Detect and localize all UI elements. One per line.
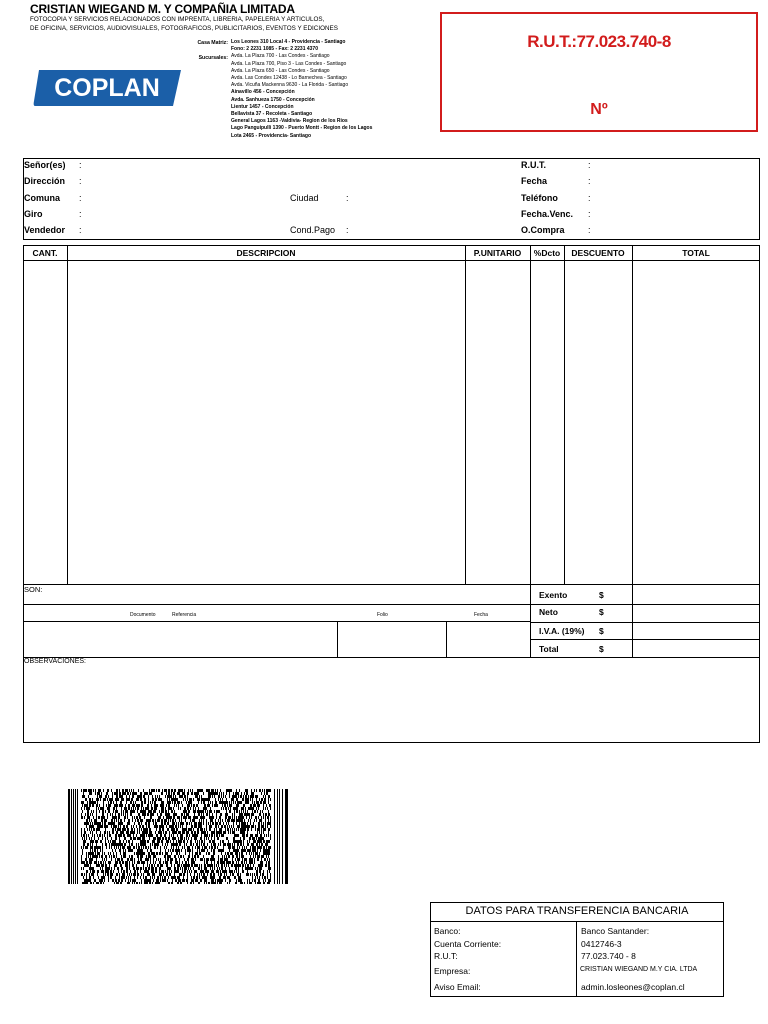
bank-row-value: 0412746-3 bbox=[581, 939, 622, 949]
totals-line bbox=[530, 639, 760, 640]
colon: : bbox=[588, 160, 591, 170]
son-line bbox=[23, 584, 760, 585]
colon: : bbox=[346, 193, 349, 203]
address-line: Avda. La Plaza 650 - Las Condes - Santiago bbox=[231, 67, 330, 74]
colon: : bbox=[588, 176, 591, 186]
col-divider bbox=[564, 245, 565, 584]
label-neto: Neto bbox=[539, 607, 558, 617]
observaciones-line bbox=[23, 657, 760, 658]
desc-line-1: FOTOCOPIA Y SERVICIOS RELACIONADOS CON IMPRENTA, LIBRERIA, PAPELERIA Y ARTICULOS, bbox=[30, 16, 325, 23]
address-line: General Lagos 1163 -Valdivia- Region de los Rios bbox=[231, 118, 348, 125]
label-iva: I.V.A. (19%) bbox=[539, 626, 585, 636]
label-cond-pago: Cond.Pago bbox=[290, 225, 336, 235]
coplan-logo bbox=[33, 68, 183, 108]
bank-header-line bbox=[430, 921, 724, 922]
col-divider bbox=[67, 245, 68, 584]
ref-divider bbox=[337, 621, 338, 657]
address-list bbox=[231, 39, 372, 140]
address-line: Avda. La Plaza 700, Piso 3 - Las Condes - Santiago bbox=[231, 60, 347, 67]
address-line: Avda. Las Condes 12438 - Lo Barnechea - Santiago bbox=[231, 75, 347, 82]
label-fecha-venc: Fecha.Venc. bbox=[521, 209, 574, 219]
col-divider bbox=[632, 245, 633, 657]
casa-matriz-label: Casa Matriz: bbox=[197, 40, 228, 46]
reference-header-line bbox=[23, 621, 530, 622]
label-vendedor: Vendedor bbox=[24, 225, 66, 235]
bank-row-label: Aviso Email: bbox=[434, 982, 481, 992]
header-punitario: P.UNITARIO bbox=[473, 248, 522, 258]
address-line: Ainavillo 456 - Concepción bbox=[231, 89, 295, 96]
logo-text: COPLAN bbox=[54, 74, 160, 102]
bank-divider bbox=[576, 921, 577, 997]
company-name: CRISTIAN WIEGAND M. Y COMPAÑIA LIMITADA bbox=[30, 2, 295, 16]
label-exento: Exento bbox=[539, 590, 568, 600]
rut-box bbox=[440, 12, 758, 132]
bank-title: DATOS PARA TRANSFERENCIA BANCARIA bbox=[465, 905, 689, 917]
label-referencia: Referencia bbox=[172, 612, 197, 618]
totals-line bbox=[23, 604, 760, 605]
label-observaciones: OBSERVACIONES: bbox=[24, 658, 86, 665]
bank-row-value: CRISTIAN WIEGAND M.Y CIA. LTDA bbox=[580, 966, 698, 973]
label-giro: Giro bbox=[24, 209, 43, 219]
address-line: Fono: 2 2231 1085 - Fax: 2 2231 4370 bbox=[231, 46, 318, 53]
company-description bbox=[30, 15, 390, 33]
colon: : bbox=[588, 225, 591, 235]
sucursales-label: Sucursales: bbox=[198, 55, 228, 61]
header-total: TOTAL bbox=[682, 248, 710, 258]
bank-row-value: admin.losleones@coplan.cl bbox=[581, 982, 685, 992]
colon: : bbox=[79, 193, 82, 203]
label-total: Total bbox=[539, 644, 559, 654]
bank-row-label: Cuenta Corriente: bbox=[434, 939, 502, 949]
colon: : bbox=[79, 160, 82, 170]
address-line: Los Leones 310 Local 4 - Providencia - Santiago bbox=[231, 39, 346, 45]
colon: : bbox=[79, 209, 82, 219]
address-line: Lientur 1457 - Concepción bbox=[231, 103, 294, 110]
address-line: Lota 2465 - Providencia- Santiago bbox=[231, 132, 312, 139]
address-line: Avda. Vicuña Mackenna 9630 - La Florida - Santiago bbox=[231, 82, 349, 89]
colon: : bbox=[346, 225, 349, 235]
header-descuento: DESCUENTO bbox=[571, 248, 625, 258]
label-o-compra: O.Compra bbox=[521, 225, 565, 235]
address-line: Bellavista 37 - Recoleta - Santiago bbox=[231, 111, 313, 118]
col-divider bbox=[530, 245, 531, 657]
col-divider bbox=[465, 245, 466, 584]
address-line: Avda. Sanhueza 1750 - Concepción bbox=[231, 96, 315, 103]
label-comuna: Comuna bbox=[24, 193, 60, 203]
bank-row-value: Banco Santander: bbox=[581, 926, 650, 936]
bank-row-label: Banco: bbox=[434, 926, 461, 936]
table-header-line bbox=[23, 260, 760, 261]
header-dcto: %Dcto bbox=[533, 248, 561, 258]
colon: : bbox=[588, 209, 591, 219]
address-line: Lago Panguipulli 1390 - Puerto Montt - Region de los Lagos bbox=[231, 125, 373, 132]
colon: : bbox=[79, 176, 82, 186]
label-direccion: Dirección bbox=[24, 176, 66, 186]
label-ciudad: Ciudad bbox=[290, 193, 319, 203]
label-fecha-ref: Fecha bbox=[474, 612, 488, 618]
document-number: Nº bbox=[590, 101, 608, 118]
currency-total: $ bbox=[599, 644, 604, 654]
bank-row-label: Empresa: bbox=[434, 966, 471, 976]
pdf417-barcode bbox=[68, 789, 288, 884]
colon: : bbox=[588, 193, 591, 203]
currency-iva: $ bbox=[599, 626, 604, 636]
label-telefono: Teléfono bbox=[521, 193, 558, 203]
bank-row-label: R.U.T: bbox=[434, 951, 458, 961]
header-cant: CANT. bbox=[32, 248, 58, 258]
client-info-box bbox=[23, 158, 760, 240]
totals-line bbox=[530, 622, 760, 623]
items-table bbox=[23, 245, 760, 743]
label-rut: R.U.T. bbox=[521, 160, 547, 170]
header-descripcion: DESCRIPCION bbox=[236, 248, 296, 258]
label-son: SON: bbox=[24, 585, 43, 594]
ref-divider bbox=[446, 621, 447, 657]
desc-line-2: DE OFICINA, SERVICIOS, AUDIOVISUALES, FOTOGRAFICOS, PUBLICITARIOS, EVENTOS Y EDICIONES bbox=[30, 25, 338, 32]
label-folio: Folio bbox=[377, 612, 388, 618]
label-senor: Señor(es) bbox=[24, 160, 66, 170]
currency-exento: $ bbox=[599, 590, 604, 600]
colon: : bbox=[79, 225, 82, 235]
bank-row-value: 77.023.740 - 8 bbox=[581, 951, 636, 961]
label-documento: Documento bbox=[130, 612, 156, 618]
rut-number: R.U.T.:77.023.740-8 bbox=[527, 32, 671, 51]
address-line: Avda. La Plaza 700 - Las Condes - Santiago bbox=[231, 53, 330, 60]
currency-neto: $ bbox=[599, 607, 604, 617]
label-fecha: Fecha bbox=[521, 176, 548, 186]
